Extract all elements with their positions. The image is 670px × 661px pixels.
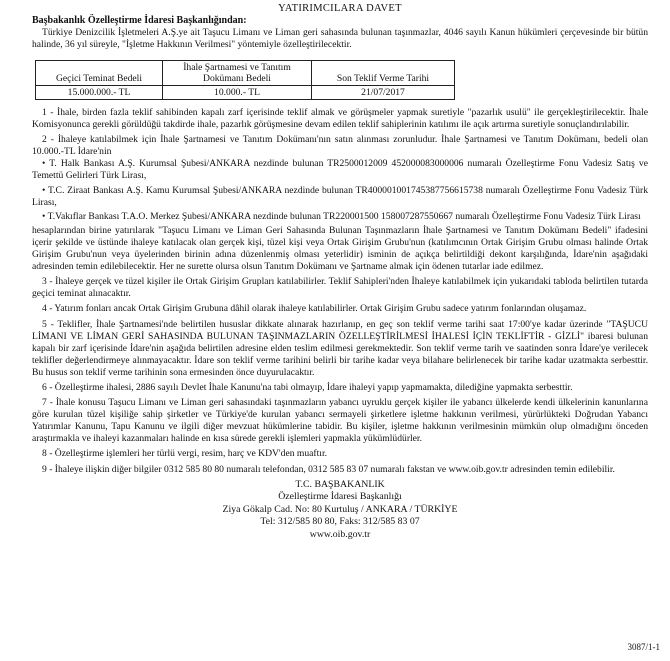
table-header-guarantee: Geçici Teminat Bedeli — [36, 61, 163, 86]
fee-table-header-row — [36, 61, 455, 86]
paragraph-3: 3 - İhaleye gerçek ve tüzel kişiler ile Ortak Girişim Grupları katılabilirler. Teklif Sahipleri'nden İhaleye katılabilmek için yukarıdaki tabloda belirtilen tutarda geçici teminat alınacaktır. — [32, 276, 648, 300]
table-cell-document-fee: 10.000.- TL — [163, 86, 312, 100]
footer-address: Ziya Gökalp Cad. No: 80 Kurtuluş / ANKARA / TÜRKİYE — [222, 503, 458, 515]
reference-number: 3087/1-1 — [627, 642, 660, 652]
paragraph-7: 7 - İhale konusu Taşucu Limanı ve Liman geri sahasındaki taşınmazların yabancı uyruklu gerçek kişiler ile yabancı ülkelerde kendi ülkelerinin kanunlarına göre kurulan tüzel kişiliğe sahip şirketler ve Türkiye'de kurulan yabancı sermayeli şirketlere işletme hakkının verilmesi, yürürlükteki Doğrudan Yabancı Yatırımlar Kanunu, Tapu Kanunu ve ilgili diğer mevzuat hükümlerine tabidir. Bu kişiler, işletme hakkının verilmesinin mümkün olup olmadığını önceden araştırmakla ve ihaleyi kazanmaları halinde en kısa sürede gerekli işlemleri yapmakla yükümlüdürler. — [32, 397, 648, 445]
fee-table — [35, 60, 455, 100]
bank-account-2: • T.C. Ziraat Bankası A.Ş. Kamu Kurumsal Şubesi/ANKARA nezdinde bulunan TR400001001745387756615738 numaralı Özelleştirme Fonu Vadesiz Türk Lirası, — [32, 184, 648, 208]
table-header-document-fee: İhale Şartnamesi ve Tanıtım Dokümanı Bedeli — [163, 61, 312, 86]
table-header-deadline: Son Teklif Verme Tarihi — [312, 61, 455, 86]
fee-table-row — [36, 86, 455, 100]
footer-phone-fax: Tel: 312/585 80 80, Faks: 312/585 83 07 — [260, 516, 420, 528]
footer-institution: T.C. BAŞBAKANLIK — [295, 478, 385, 490]
paragraph-6: 6 - Özelleştirme ihalesi, 2886 sayılı Devlet İhale Kanunu'na tabi olmayıp, İdare ihaleyi yapıp yapmamakta, dilediğine yapmakta serbesttir. — [42, 381, 573, 393]
issuing-authority: Başbakanlık Özelleştirme İdaresi Başkanlığından: — [32, 15, 247, 26]
table-cell-deadline: 21/07/2017 — [312, 86, 455, 100]
paragraph-1: 1 - İhale, birden fazla teklif sahibinden kapalı zarf içerisinde teklif almak ve görüşmeler yapmak suretiyle "pazarlık usulü" ile gerçekleştirilecektir. İhale Komisyonunca gerekli görüldüğü takdirde ihale, pazarlık görüşmesine devam edilen teklif sahiplerinin katılımı ile açık artırma suretiyle sonuçlandırılabilir. — [32, 107, 648, 131]
bank-account-3: • T.Vakıflar Bankası T.A.O. Merkez Şubesi/ANKARA nezdinde bulunan TR220001500 158007287550667 numaralı Özelleştirme Fonu Vadesiz Türk Lirası — [42, 210, 641, 222]
paragraph-2: 2 - İhaleye katılabilmek için İhale Şartnamesi ve Tanıtım Dokümanı'nın satın alınması zorunludur. İhale Şartnamesi ve Tanıtım Dokümanı, bedeli olan 10.000.-TL İdare'nin — [32, 134, 648, 158]
document-title: YATIRIMCILARA DAVET — [278, 3, 402, 14]
paragraph-5: 5 - Teklifler, İhale Şartnamesi'nde belirtilen hususlar dikkate alınarak hazırlanıp, en geç son teklif verme tarihi saat 17:00'ye kadar üzerinde "TAŞUCU LİMANI VE LİMAN GERİ SAHASINDA BULUNAN TAŞINMAZLARIN ÖZELLEŞTİRİLMESİ İHALESİ İÇİN TEKLİFTİR - GİZLİ" ibaresi bulunan kapalı bir zarf içerisinde İdare'nin aşağıda belirtilen adresine elden teslim edilmesi gerekmektedir. Son teklif verme tarih ve saatinden sonra İdare'ye verilecek teklifler değerlendirmeye alınmayacaktır. İdare son teklif verme tarihini belirli bir tarihe kadar veya bilahare belirlenecek bir tarihe kadar uzatmakta serbesttir. Bu husus son teklif verme tarihinin sona ermesinden önce duyurulacaktır. — [32, 318, 648, 378]
footer-department: Özelleştirme İdaresi Başkanlığı — [278, 491, 402, 503]
intro-paragraph: Türkiye Denizcilik İşletmeleri A.Ş.ye ait Taşucu Limanı ve Liman geri sahasında bulunan taşınmazlar, 4046 sayılı Kanun hükümleri çerçevesinde bir bütün halinde, 36 yıl süreyle, "İşletme Hakkının Verilmesi" yöntemiyle özelleştirilecektir. — [32, 27, 648, 50]
table-cell-guarantee: 15.000.000.- TL — [36, 86, 163, 100]
contact-footer — [32, 479, 648, 542]
bank-account-1: • T. Halk Bankası A.Ş. Kurumsal Şubesi/ANKARA nezdinde bulunan TR2500012009 452000083000006 numaralı Özelleştirme Fonu Vadesiz Satış ve Temettü Gelirleri Türk Lirası, — [32, 158, 648, 182]
paragraph-9: 9 - İhaleye ilişkin diğer bilgiler 0312 585 80 80 numaralı telefondan, 0312 585 83 07 numaralı fakstan ve www.oib.gov.tr adresinden temin edilebilir. — [42, 463, 615, 475]
footer-website: www.oib.gov.tr — [309, 528, 371, 540]
paragraph-4: 4 - Yatırım fonları ancak Ortak Girişim Grubuna dâhil olarak ihaleye katılabilirler. Ortak Girişim Grubu sadece yatırım fonlarından oluşamaz. — [42, 303, 587, 315]
paragraph-8: 8 - Özelleştirme işlemleri her türlü vergi, resim, harç ve KDV'den muaftır. — [42, 448, 328, 460]
paragraph-2-continued: hesaplarından birine yatırılarak "Taşucu Limanı ve Liman Geri Sahasında Bulunan Taşınmazların İhale Şartnamesi ve Tanıtım Dokümanı Bedeli" ifadesini içerir şekilde ve üstünde ihaleye katılacak olan gerçek kişi, tüzel kişi veya Ortak Girişim Grubu'nun (katılımcının Ortak Girişim Grubu olması halinde Ortak Girişim Grubu'nun veya üyelerinden birinin adına düzenlenmiş olması yeterlidir) isminin de açıkça belirtildiği dekont karşılığında, İdare'nin aşağıdaki adresinden temin edilebilecektir. Her ne surette olursa olsun Tanıtım Dokümanı ve Şartname almak için ödenen tutarlar iade edilmez. — [32, 224, 648, 273]
